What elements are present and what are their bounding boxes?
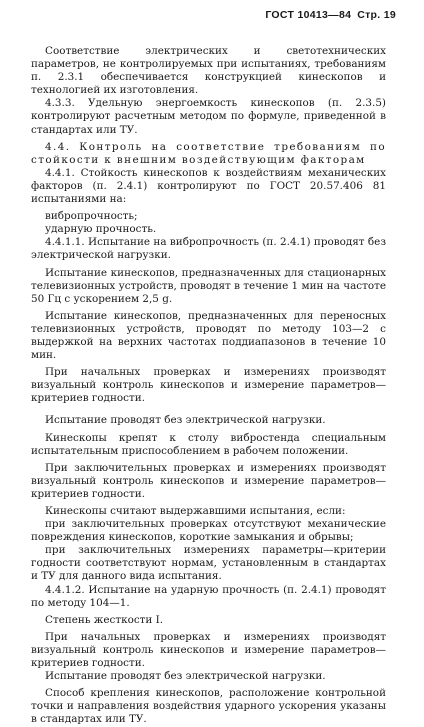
paragraph-stationary-test: Испытание кинескопов, предназначенных для стационарных телевизионных устройств, проводят в течение 1 мин на частоте 50 Гц с ускорением 2,5 g. — [31, 266, 386, 305]
standard-number: ГОСТ 10413—84 — [265, 9, 352, 21]
page-header — [259, 9, 396, 21]
paragraph-impact-initial-checks: При начальных проверках и измерениях производят визуальный контроль кинескопов и измерение параметров—критериев годности. — [31, 630, 386, 670]
paragraph-4-4-1-2: 4.4.1.2. Испытание на ударную прочность (п. 2.4.1) проводят по методу 104—1. — [31, 583, 386, 609]
paragraph-4-4-1: 4.4.1. Стойкость кинескопов к воздействиям механических факторов (п. 2.4.1) контролируют по ГОСТ 20.57.406 81 испытаниями на: — [31, 166, 386, 206]
paragraph-severity: Степень жесткости I. — [45, 613, 164, 626]
paragraph-4-4-1-1: 4.4.1.1. Испытание на вибропрочность (п. 2.4.1) проводят без электрической нагрузки. — [31, 236, 386, 262]
paragraph-mounting: Кинескопы крепят к столу вибростенда специальным испытательным приспособлением в рабочем положении. — [31, 431, 386, 457]
paragraph-4-3-3: 4.3.3. Удельную энергоемкость кинескопов (п. 2.3.5) контролируют расчетным методом по формуле, приведенной в стандартах или ТУ. — [31, 97, 386, 136]
paragraph-conformity: Соответствие электрических и светотехнических параметров, не контролируемых при испытаниях, требованиям п. 2.3.1 обеспечивается конструкцией кинескопов и технологией их изготовления. — [31, 45, 386, 97]
paragraph-portable-test: Испытание кинескопов, предназначенных для переносных телевизионных устройств, проводят по методу 103—2 с выдержкой на верхних частотах поддиапазонов в течение 10 мин. — [31, 309, 386, 362]
paragraph-no-damage: при заключительных проверках отсутствуют механические повреждения кинескопов, короткие замыкания и обрывы; — [31, 518, 386, 544]
paragraph-impact-no-load: Испытание проводят без электрической нагрузки. — [45, 670, 326, 683]
section-heading-4-4: 4.4. Контроль на соответствие требованиям по стойкости к внешним воздействующим факторам — [31, 140, 386, 166]
list-item-impact-strength: ударную прочность. — [45, 223, 157, 236]
paragraph-final-checks: При заключительных проверках и измерениях производят визуальный контроль кинескопов и измерение параметров—критериев годности. — [31, 461, 386, 500]
paragraph-passed-if: Кинескопы считают выдержавшими испытания, если: — [45, 505, 346, 517]
paragraph-initial-checks: При начальных проверках и измерениях производят визуальный контроль кинескопов и измерение параметров—критериев годности. — [31, 366, 386, 405]
list-item-vibration-strength: вибропрочность; — [45, 210, 138, 223]
document-body — [31, 45, 386, 727]
paragraph-fastening-method: Способ крепления кинескопов, расположение контрольной точки и направления воздействия ударного ускорения указаны в стандартах или ТУ. — [31, 687, 386, 726]
paragraph-no-load: Испытание проводят без электрической нагрузки. — [45, 414, 326, 427]
paragraph-parameters-conform: при заключительных измерениях параметры—критерии годности соответствуют нормам, установленным в стандартах и ТУ для данного вида испытания. — [31, 544, 386, 583]
page-number: Стр. 19 — [357, 9, 396, 21]
